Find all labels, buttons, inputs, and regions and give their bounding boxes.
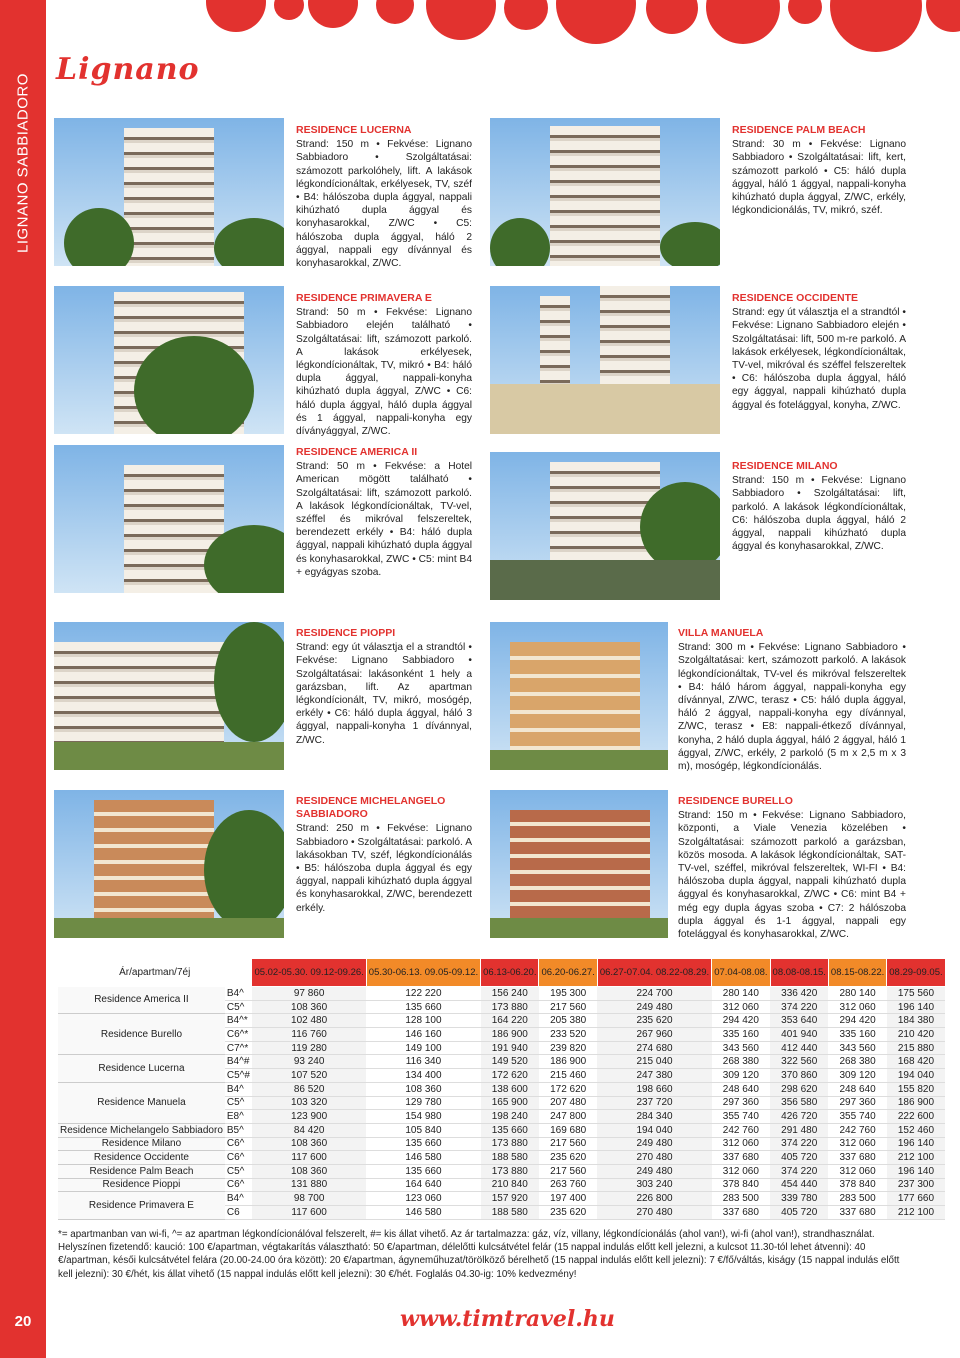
- period-header: 08.15-08.22.: [828, 959, 886, 987]
- price-cell: 274 680: [597, 1041, 711, 1055]
- price-cell: 239 820: [539, 1041, 597, 1055]
- residence-text: Strand: egy út választja el a strandtól • Fekvése: Lignano Sabbiadoro elején • Szolgáltatásai: lift, 500 m-re parkoló. A lakások erkélyesek, légkondícionáltak, TV-vel, mikróval és széffel felszereltek • C6: hálószoba dupla ággyal, háló egy ággyal, nappali kihúzható dupla ággyal és fotelággyal, konyha, Z/WC.: [732, 307, 906, 411]
- price-cell: 98 700: [252, 1192, 366, 1206]
- price-cell: 210 840: [481, 1178, 539, 1192]
- price-cell: 168 420: [887, 1055, 945, 1069]
- price-cell: 233 520: [539, 1028, 597, 1042]
- price-cell: 355 740: [712, 1110, 770, 1124]
- price-cell: 188 580: [481, 1151, 539, 1165]
- period-header: 08.29-09.05.: [887, 959, 945, 987]
- price-cell: 343 560: [828, 1041, 886, 1055]
- price-cell: 169 680: [539, 1123, 597, 1137]
- price-cell: 337 680: [828, 1206, 886, 1220]
- table-row: [58, 1164, 945, 1178]
- price-cell: 237 300: [887, 1178, 945, 1192]
- apartment-type-cell: C6: [225, 1206, 252, 1220]
- residence-name-cell: Residence Burello: [58, 1014, 225, 1055]
- period-header: 06.13-06.20.: [481, 959, 539, 987]
- price-cell: 108 360: [252, 1000, 366, 1014]
- apartment-type-cell: C5^#: [226, 1069, 250, 1081]
- price-cell: 129 780: [366, 1096, 480, 1110]
- price-cell: 312 060: [712, 1000, 770, 1014]
- residence-primavera: [296, 292, 472, 438]
- price-cell: 191 940: [481, 1041, 539, 1055]
- price-cell: 205 380: [539, 1014, 597, 1028]
- price-cell: 268 380: [712, 1055, 770, 1069]
- price-cell: 454 440: [770, 1178, 828, 1192]
- table-row: [58, 1014, 945, 1028]
- price-cell: 164 220: [481, 1014, 539, 1028]
- residence-title: RESIDENCE MICHELANGELO SABBIADORO: [296, 795, 446, 821]
- residence-text: Strand: egy út választja el a strandtól • Fekvése: Lignano Sabbiadoro • Szolgáltatásai: lakásonként 1 hely a garázsban, lift. Az apartman légkondícionált, TV, mikró, mosógép, erkély • C6: háló dupla ággyal, háló 3 ággyal, nappali-konyha 1 dívánnyal, Z/WC.: [296, 642, 472, 746]
- residence-name-cell: Residence Michelangelo Sabbiadoro: [60, 1124, 223, 1136]
- residence-title: RESIDENCE BURELLO: [678, 795, 793, 807]
- price-cell: 309 120: [712, 1069, 770, 1083]
- page-number: 20: [14, 1313, 32, 1330]
- price-cell: 116 760: [252, 1028, 366, 1042]
- period-header: 08.08-08.15.: [770, 959, 828, 987]
- apartment-type-cell: C5^: [225, 1164, 252, 1178]
- price-cell: 157 920: [481, 1192, 539, 1206]
- sidebar: [0, 0, 46, 1358]
- residence-title: RESIDENCE AMERICA II: [296, 446, 418, 458]
- price-cell: 215 040: [597, 1055, 711, 1069]
- price-cell: 105 840: [366, 1123, 480, 1137]
- apartment-type-cell: C5^: [225, 1000, 252, 1014]
- residence-name-cell: Residence Manuela: [58, 1082, 225, 1123]
- price-cell: 242 760: [828, 1123, 886, 1137]
- price-cell: 123 060: [366, 1192, 480, 1206]
- price-cell: 226 800: [597, 1192, 711, 1206]
- price-cell: 235 620: [539, 1151, 597, 1165]
- price-cell: 186 900: [539, 1055, 597, 1069]
- price-cell: 374 220: [770, 1137, 828, 1151]
- price-cell: 102 480: [252, 1014, 366, 1028]
- residence-name-cell: Residence Occidente: [58, 1151, 225, 1165]
- residence-name-cell: Residence Primavera E: [58, 1192, 225, 1219]
- residence-michelangelo: [296, 795, 472, 915]
- price-cell: 217 560: [539, 1164, 597, 1178]
- price-cell: 198 240: [481, 1110, 539, 1124]
- price-cell: 184 380: [887, 1014, 945, 1028]
- sidebar-title: LIGNANO SABBIADORO: [14, 73, 32, 253]
- price-cell: 123 900: [252, 1110, 366, 1124]
- residence-title: RESIDENCE PRIMAVERA E: [296, 292, 432, 304]
- residence-text: Strand: 150 m • Fekvése: Lignano Sabbiadoro • Szolgáltatásai: számozott parkolóhely, lift. A lakások légkondícionáltak, erkélyesek, TV, széf • B4: hálószoba dupla ággyal, nappali kihúzható dupla ággyal és konyhasarokkal, Z/WC • C5: hálószoba dupla ággyal, háló 2 ággyal, nappali egy dívánnyal és konyhasarokkal, Z/WC.: [296, 139, 472, 270]
- table-row: [58, 1192, 945, 1206]
- price-cell: 207 480: [539, 1096, 597, 1110]
- price-cell: 303 240: [597, 1178, 711, 1192]
- price-cell: 119 280: [252, 1041, 366, 1055]
- apartment-type-cell: C6^: [225, 1137, 252, 1151]
- apartment-type-cell: C7^*: [225, 1041, 252, 1055]
- price-cell: 336 420: [770, 987, 828, 1001]
- photo-manuela: [490, 622, 668, 770]
- residence-name-cell: Residence Pioppi: [58, 1178, 225, 1192]
- residence-name-cell: Residence Milano: [58, 1137, 225, 1151]
- residence-title: RESIDENCE LUCERNA: [296, 124, 412, 136]
- price-cell: 405 720: [770, 1206, 828, 1220]
- price-cell: 426 720: [770, 1110, 828, 1124]
- price-cell: 298 620: [770, 1082, 828, 1096]
- price-cell: 173 880: [481, 1137, 539, 1151]
- price-cell: 196 140: [887, 1000, 945, 1014]
- apartment-type-cell: B5^: [225, 1123, 252, 1137]
- price-cell: 374 220: [770, 1000, 828, 1014]
- residence-occidente: [732, 292, 906, 412]
- price-cell: 312 060: [712, 1137, 770, 1151]
- price-cell: 146 160: [366, 1028, 480, 1042]
- price-cell: 146 580: [366, 1206, 480, 1220]
- price-cell: 247 380: [597, 1069, 711, 1083]
- period-header: 05.02-05.30. 09.12-09.26.: [252, 959, 366, 987]
- residence-text: Strand: 250 m • Fekvése: Lignano Sabbiadoro • Szolgáltatásai: parkoló. A lakásokban TV, széf, légkondícionálás • B5: hálószoba dupla ággyal és egy ággyal, nappali kihúzható dupla ággyal és konyhasarokkal, Z/WC, berendezett erkély.: [296, 823, 472, 914]
- price-cell: 217 560: [539, 1000, 597, 1014]
- price-cell: 84 420: [252, 1123, 366, 1137]
- table-row: [58, 1137, 945, 1151]
- residence-text: Strand: 50 m • Fekvése: Lignano Sabbiadoro elején található • Szolgáltatásai: lift, számozott parkoló. A lakások erkélyesek, légkondícionáltak, TV, mikró • B4: háló dupla ággyal, nappali-konyha kihúzható dupla ággyal, Z/WC • C6: háló dupla ággyal, háló dupla ággyal és 1 ággyal, nappali-konyha egy díványággyal, Z/WC.: [296, 307, 472, 438]
- price-cell: 156 240: [481, 987, 539, 1001]
- price-cell: 173 880: [481, 1164, 539, 1178]
- price-cell: 131 880: [252, 1178, 366, 1192]
- price-cell: 339 780: [770, 1192, 828, 1206]
- price-cell: 197 400: [539, 1192, 597, 1206]
- price-cell: 249 480: [597, 1137, 711, 1151]
- price-cell: 165 900: [481, 1096, 539, 1110]
- apartment-type-cell: B4^: [225, 1192, 252, 1206]
- apartment-type-cell: C6^*: [225, 1028, 252, 1042]
- price-cell: 108 360: [252, 1137, 366, 1151]
- price-cell: 86 520: [252, 1082, 366, 1096]
- residence-title: RESIDENCE OCCIDENTE: [732, 292, 859, 304]
- price-cell: 194 040: [887, 1069, 945, 1083]
- apartment-type-cell: E8^: [225, 1110, 252, 1124]
- price-cell: 173 880: [481, 1000, 539, 1014]
- apartment-type-cell: C6^: [225, 1178, 252, 1192]
- table-row: [58, 1123, 945, 1137]
- price-cell: 215 460: [539, 1069, 597, 1083]
- price-cell: 116 340: [366, 1055, 480, 1069]
- price-cell: 291 480: [770, 1123, 828, 1137]
- price-cell: 93 240: [252, 1055, 366, 1069]
- price-cell: 378 840: [712, 1178, 770, 1192]
- residence-name-cell: Residence America II: [58, 987, 225, 1014]
- price-cell: 235 620: [539, 1206, 597, 1220]
- price-cell: 194 040: [597, 1123, 711, 1137]
- price-cell: 186 900: [481, 1028, 539, 1042]
- apartment-type-cell: B4^#: [225, 1055, 252, 1069]
- price-cell: 337 680: [828, 1151, 886, 1165]
- apartment-type-cell: B4^: [225, 1082, 252, 1096]
- price-cell: 175 560: [887, 987, 945, 1001]
- residence-text: Strand: 300 m • Fekvése: Lignano Sabbiadoro • Szolgáltatásai: kert, számozott parkoló. A lakások légkondícionáltak, TV-vel és mikróval felszereltek • B4: háló három ággyal, nappali-konyha egy dívánnyal, Z/WC, terasz • C5: háló dupla ággyal, háló 2 ággyal, nappali-konyha egy dívánnyal, Z/WC, terasz • E8: nappali-étkező dívánnyal, konyha, 2 háló dupla ággyal, háló 2 ággyal, háló 1 ággyal, Z/WC, erkély, 2 parkoló (5 m x 2,5 m x 3 m), mosógép, légkondícionálás.: [678, 642, 906, 773]
- price-cell: 138 600: [481, 1082, 539, 1096]
- price-cell: 312 060: [828, 1000, 886, 1014]
- price-cell: 186 900: [887, 1096, 945, 1110]
- photo-primavera: [54, 286, 284, 434]
- price-cell: 195 300: [539, 987, 597, 1001]
- table-row: [58, 1151, 945, 1165]
- price-cell: 294 420: [828, 1014, 886, 1028]
- price-cell: 337 680: [712, 1151, 770, 1165]
- price-cell: 215 880: [887, 1041, 945, 1055]
- lignano-logo: Lignano: [56, 52, 200, 87]
- apartment-type-cell: B4^: [225, 987, 252, 1001]
- price-cell: 284 340: [597, 1110, 711, 1124]
- residence-text: Strand: 30 m • Fekvése: Lignano Sabbiadoro • Szolgáltatásai: lift, kert, számozott parkoló • C5: háló dupla ággyal, háló 1 ággyal, nappali-konyha kihúzható dupla ággyal, Z/WC, erkély, légkondicionálás, TV, mikró, széf.: [732, 139, 906, 217]
- price-cell: 155 820: [887, 1082, 945, 1096]
- price-cell: 249 480: [597, 1000, 711, 1014]
- price-cell: 337 680: [712, 1206, 770, 1220]
- photo-milano: [490, 452, 720, 600]
- price-cell: 146 580: [366, 1151, 480, 1165]
- period-header: 07.04-08.08.: [712, 959, 770, 987]
- table-row: [58, 1082, 945, 1096]
- price-cell: 149 520: [481, 1055, 539, 1069]
- residence-text: Strand: 150 m • Fekvése: Lignano Sabbiadoro • Szolgáltatásai: lift, parkoló. A lakások légkondícionáltak, C6: hálószoba dupla ággyal, háló 2 ággyal, nappali kihúzható dupla ággyal és konyhasarokkal, Z/WC.: [732, 475, 906, 553]
- price-cell: 149 100: [366, 1041, 480, 1055]
- price-cell: 343 560: [712, 1041, 770, 1055]
- table-row: [58, 1178, 945, 1192]
- price-cell: 196 140: [887, 1137, 945, 1151]
- photo-burello: [490, 790, 668, 938]
- price-cell: 128 100: [366, 1014, 480, 1028]
- photo-michelangelo: [54, 790, 284, 938]
- price-cell: 370 860: [770, 1069, 828, 1083]
- price-cell: 152 460: [887, 1123, 945, 1137]
- period-header: 06.20-06.27.: [539, 959, 597, 987]
- price-cell: 108 360: [366, 1082, 480, 1096]
- price-cell: 297 360: [828, 1096, 886, 1110]
- price-cell: 270 480: [597, 1151, 711, 1165]
- residence-text: Strand: 150 m • Fekvése: Lignano Sabbiadoro, központi, a Viale Venezia közelében • Szolgáltatásai: számozott parkoló a garázsban, közös mosoda. A lakások légkondícionáltak, SAT-TV-vel, széffel, mikróval felszereltek, WI-FI • B4: hálószoba dupla ággyal, nappali kihúzható dupla ággyal és konyhasarokkal, Z/WC • C6: mint B4 + még egy dupla ágyas szoba • C7: 2 hálószoba dupla ággyal és 1-1 ággyal, nappali egy fotelággyal és konyhasarokkal, Z/WC.: [678, 810, 906, 941]
- price-cell: 135 660: [481, 1123, 539, 1137]
- price-cell: 312 060: [828, 1137, 886, 1151]
- table-row: [58, 1055, 945, 1069]
- table-header-label: Ár/apartman/7éj: [119, 966, 191, 978]
- price-cell: 224 700: [597, 987, 711, 1001]
- price-cell: 249 480: [597, 1164, 711, 1178]
- price-table: [58, 958, 946, 1220]
- apartment-type-cell: B4^*: [225, 1014, 252, 1028]
- price-cell: 108 360: [252, 1164, 366, 1178]
- price-cell: 280 140: [712, 987, 770, 1001]
- price-cell: 309 120: [828, 1069, 886, 1083]
- price-cell: 103 320: [252, 1096, 366, 1110]
- price-cell: 164 640: [366, 1178, 480, 1192]
- price-cell: 212 100: [887, 1151, 945, 1165]
- residence-name-cell: Residence Lucerna: [58, 1055, 225, 1082]
- residence-title: RESIDENCE PIOPPI: [296, 627, 396, 639]
- residence-burello: [678, 795, 906, 941]
- residence-pioppi: [296, 627, 472, 747]
- price-cell: 210 420: [887, 1028, 945, 1042]
- photo-palm-beach: [490, 118, 720, 266]
- price-cell: 222 600: [887, 1110, 945, 1124]
- price-cell: 263 760: [539, 1178, 597, 1192]
- price-cell: 212 100: [887, 1206, 945, 1220]
- price-cell: 355 740: [828, 1110, 886, 1124]
- price-cell: 242 760: [712, 1123, 770, 1137]
- photo-lucerna: [54, 118, 284, 266]
- residence-title: RESIDENCE MILANO: [732, 460, 838, 472]
- residence-text: Strand: 50 m • Fekvése: a Hotel American mögött található • Szolgáltatásai: lift, számozott parkoló. A lakások légkondícionáltak, TV-vel, széffel és mikróval felszereltek, berendezett erkély • B4: háló dupla ággyal, nappali kihúzható dupla ággyal és konyhasarokkal, ZWC • C5: mint B4 + egyágyas szoba.: [296, 461, 472, 578]
- table-header-row: [58, 959, 945, 987]
- price-cell: 135 660: [366, 1137, 480, 1151]
- price-cell: 134 400: [366, 1069, 480, 1083]
- price-cell: 107 520: [252, 1069, 366, 1083]
- price-cell: 268 380: [828, 1055, 886, 1069]
- price-cell: 280 140: [828, 987, 886, 1001]
- price-cell: 237 720: [597, 1096, 711, 1110]
- price-cell: 198 660: [597, 1082, 711, 1096]
- price-cell: 335 160: [712, 1028, 770, 1042]
- residence-name-cell: Residence Palm Beach: [58, 1164, 225, 1178]
- price-cell: 378 840: [828, 1178, 886, 1192]
- price-cell: 401 940: [770, 1028, 828, 1042]
- price-cell: 177 660: [887, 1192, 945, 1206]
- residence-palm-beach: [732, 124, 906, 217]
- residence-america: [296, 446, 472, 579]
- price-cell: 312 060: [712, 1164, 770, 1178]
- table-row: [58, 987, 945, 1001]
- price-cell: 297 360: [712, 1096, 770, 1110]
- residence-title: RESIDENCE PALM BEACH: [732, 124, 866, 136]
- period-header: 05.30-06.13. 09.05-09.12.: [366, 959, 480, 987]
- price-cell: 117 600: [252, 1206, 366, 1220]
- price-cell: 267 960: [597, 1028, 711, 1042]
- price-cell: 122 220: [366, 987, 480, 1001]
- price-cell: 374 220: [770, 1164, 828, 1178]
- residence-manuela: [678, 627, 906, 773]
- price-cell: 312 060: [828, 1164, 886, 1178]
- photo-pioppi: [54, 622, 284, 770]
- price-cell: 322 560: [770, 1055, 828, 1069]
- price-cell: 135 660: [366, 1000, 480, 1014]
- price-cell: 353 640: [770, 1014, 828, 1028]
- price-cell: 117 600: [252, 1151, 366, 1165]
- apartment-type-cell: C5^: [225, 1096, 252, 1110]
- photo-america: [54, 445, 284, 593]
- price-cell: 412 440: [770, 1041, 828, 1055]
- price-cell: 405 720: [770, 1151, 828, 1165]
- price-cell: 172 620: [539, 1082, 597, 1096]
- price-cell: 248 640: [712, 1082, 770, 1096]
- footnote: *= apartmanban van wi-fi, ^= az apartman légkondícionálóval felszerelt, #= kis állat vihető. Az ár tartalmazza: gáz, víz, villany, légkondícionálás (ahol van!), wi-fi (ahol van!), strandhasználat. Helyszínen fizetendő: kaució: 100 €/apartman, végtakarítás választható: 50 €/apartman, délelőtti kulcsátvétel felár (15 nappal indulás előtt kell jelezni, a kulcsot 11.30-tól lehet átvenni): 40 €/apartman, késői kulcsátvétel felára (20.00-24.00 óra között): 20 €/apartman, ágyneműhuzat/törölköző bérelhető (15 nappal indulás előtt kell jelezni): 7 €/fő/váltás, kiságy (15 nappal indulás előtt kell jelezni): 30 €/hét, kis állat vihető (15 nappal indulás előtt kell jelezni): 30 €/hét. Foglalás 04.30-ig: 10% kedvezmény!: [58, 1229, 900, 1280]
- price-cell: 97 860: [252, 987, 366, 1001]
- price-cell: 196 140: [887, 1164, 945, 1178]
- residence-milano: [732, 460, 906, 553]
- price-cell: 247 800: [539, 1110, 597, 1124]
- price-cell: 356 580: [770, 1096, 828, 1110]
- price-cell: 217 560: [539, 1137, 597, 1151]
- price-cell: 235 620: [597, 1014, 711, 1028]
- residence-lucerna: [296, 124, 472, 270]
- price-cell: 294 420: [712, 1014, 770, 1028]
- decorative-bubbles: [46, 0, 960, 60]
- apartment-type-cell: C6^: [225, 1151, 252, 1165]
- website-url[interactable]: www.timtravel.hu: [400, 1306, 615, 1332]
- price-cell: 188 580: [481, 1206, 539, 1220]
- price-cell: 335 160: [828, 1028, 886, 1042]
- price-cell: 283 500: [712, 1192, 770, 1206]
- price-cell: 154 980: [366, 1110, 480, 1124]
- price-cell: 248 640: [828, 1082, 886, 1096]
- photo-occidente: [490, 286, 720, 434]
- period-header: 06.27-07.04. 08.22-08.29.: [597, 959, 711, 987]
- price-cell: 172 620: [481, 1069, 539, 1083]
- residence-title: VILLA MANUELA: [678, 627, 764, 639]
- price-cell: 270 480: [597, 1206, 711, 1220]
- price-cell: 135 660: [366, 1164, 480, 1178]
- price-cell: 283 500: [828, 1192, 886, 1206]
